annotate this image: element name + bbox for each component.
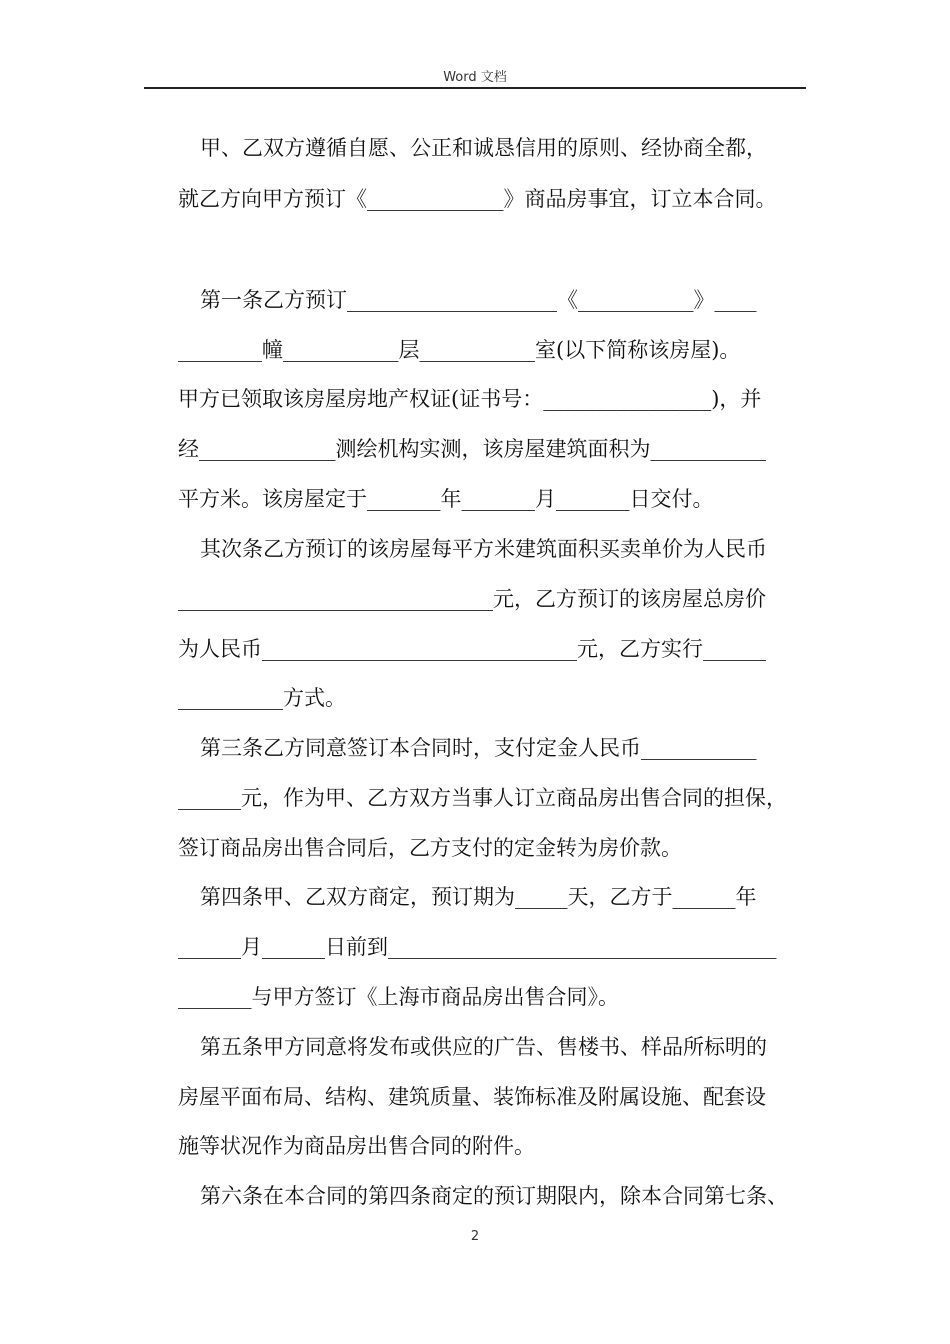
- paragraph-line: 第六条在本合同的第四条商定的预订期限内，除本合同第七条、: [200, 1184, 788, 1208]
- paragraph-line: ______元，作为甲、乙方双方当事人订立商品房出售合同的担保，: [178, 786, 787, 810]
- document-header: Word 文档: [443, 70, 507, 85]
- page-number: 2: [470, 1229, 480, 1244]
- paragraph-line: 其次条乙方预订的该房屋每平方米建筑面积买卖单价为人民币: [200, 537, 767, 561]
- paragraph-line: 经_____________测绘机构实测，该房屋建筑面积为___________: [178, 437, 766, 461]
- paragraph-line: 第三条乙方同意签订本合同时，支付定金人民币___________: [200, 736, 757, 760]
- paragraph-line: 就乙方向甲方预订《_____________》商品房事宜，订立本合同。: [178, 187, 777, 211]
- paragraph-line: 为人民币______________________________元，乙方实行______: [178, 637, 766, 661]
- paragraph-line: __________方式。: [178, 686, 346, 710]
- paragraph-line: 第四条甲、乙双方商定，预订期为_____天，乙方于______年: [200, 885, 757, 909]
- paragraph-line: 签订商品房出售合同后，乙方支付的定金转为房价款。: [178, 836, 682, 860]
- paragraph-line: _______与甲方签订《上海市商品房出售合同》。: [178, 985, 619, 1009]
- paragraph-line: 甲、乙双方遵循自愿、公正和诚恳信用的原则、经协商全都，: [200, 136, 767, 160]
- paragraph-line: 施等状况作为商品房出售合同的附件。: [178, 1134, 535, 1158]
- header-divider: [144, 87, 806, 89]
- paragraph-line: 平方米。该房屋定于_______年_______月_______日交付。: [178, 487, 714, 511]
- paragraph-line: ______________________________元，乙方预订的该房屋总房价: [178, 587, 766, 611]
- paragraph-line: ________幢___________层___________室(以下简称该房屋)。: [178, 338, 741, 362]
- paragraph-line: 第五条甲方同意将发布或供应的广告、售楼书、样品所标明的: [200, 1035, 767, 1059]
- paragraph-line: ______月______日前到_____________________________________: [178, 935, 777, 959]
- paragraph-line: 甲方已领取该房屋房地产权证(证书号：________________)，并: [178, 387, 762, 411]
- paragraph-line: 房屋平面布局、结构、建筑质量、装饰标准及附属设施、配套设: [178, 1085, 766, 1109]
- paragraph-line: 第一条乙方预订____________________《___________》____: [200, 288, 757, 312]
